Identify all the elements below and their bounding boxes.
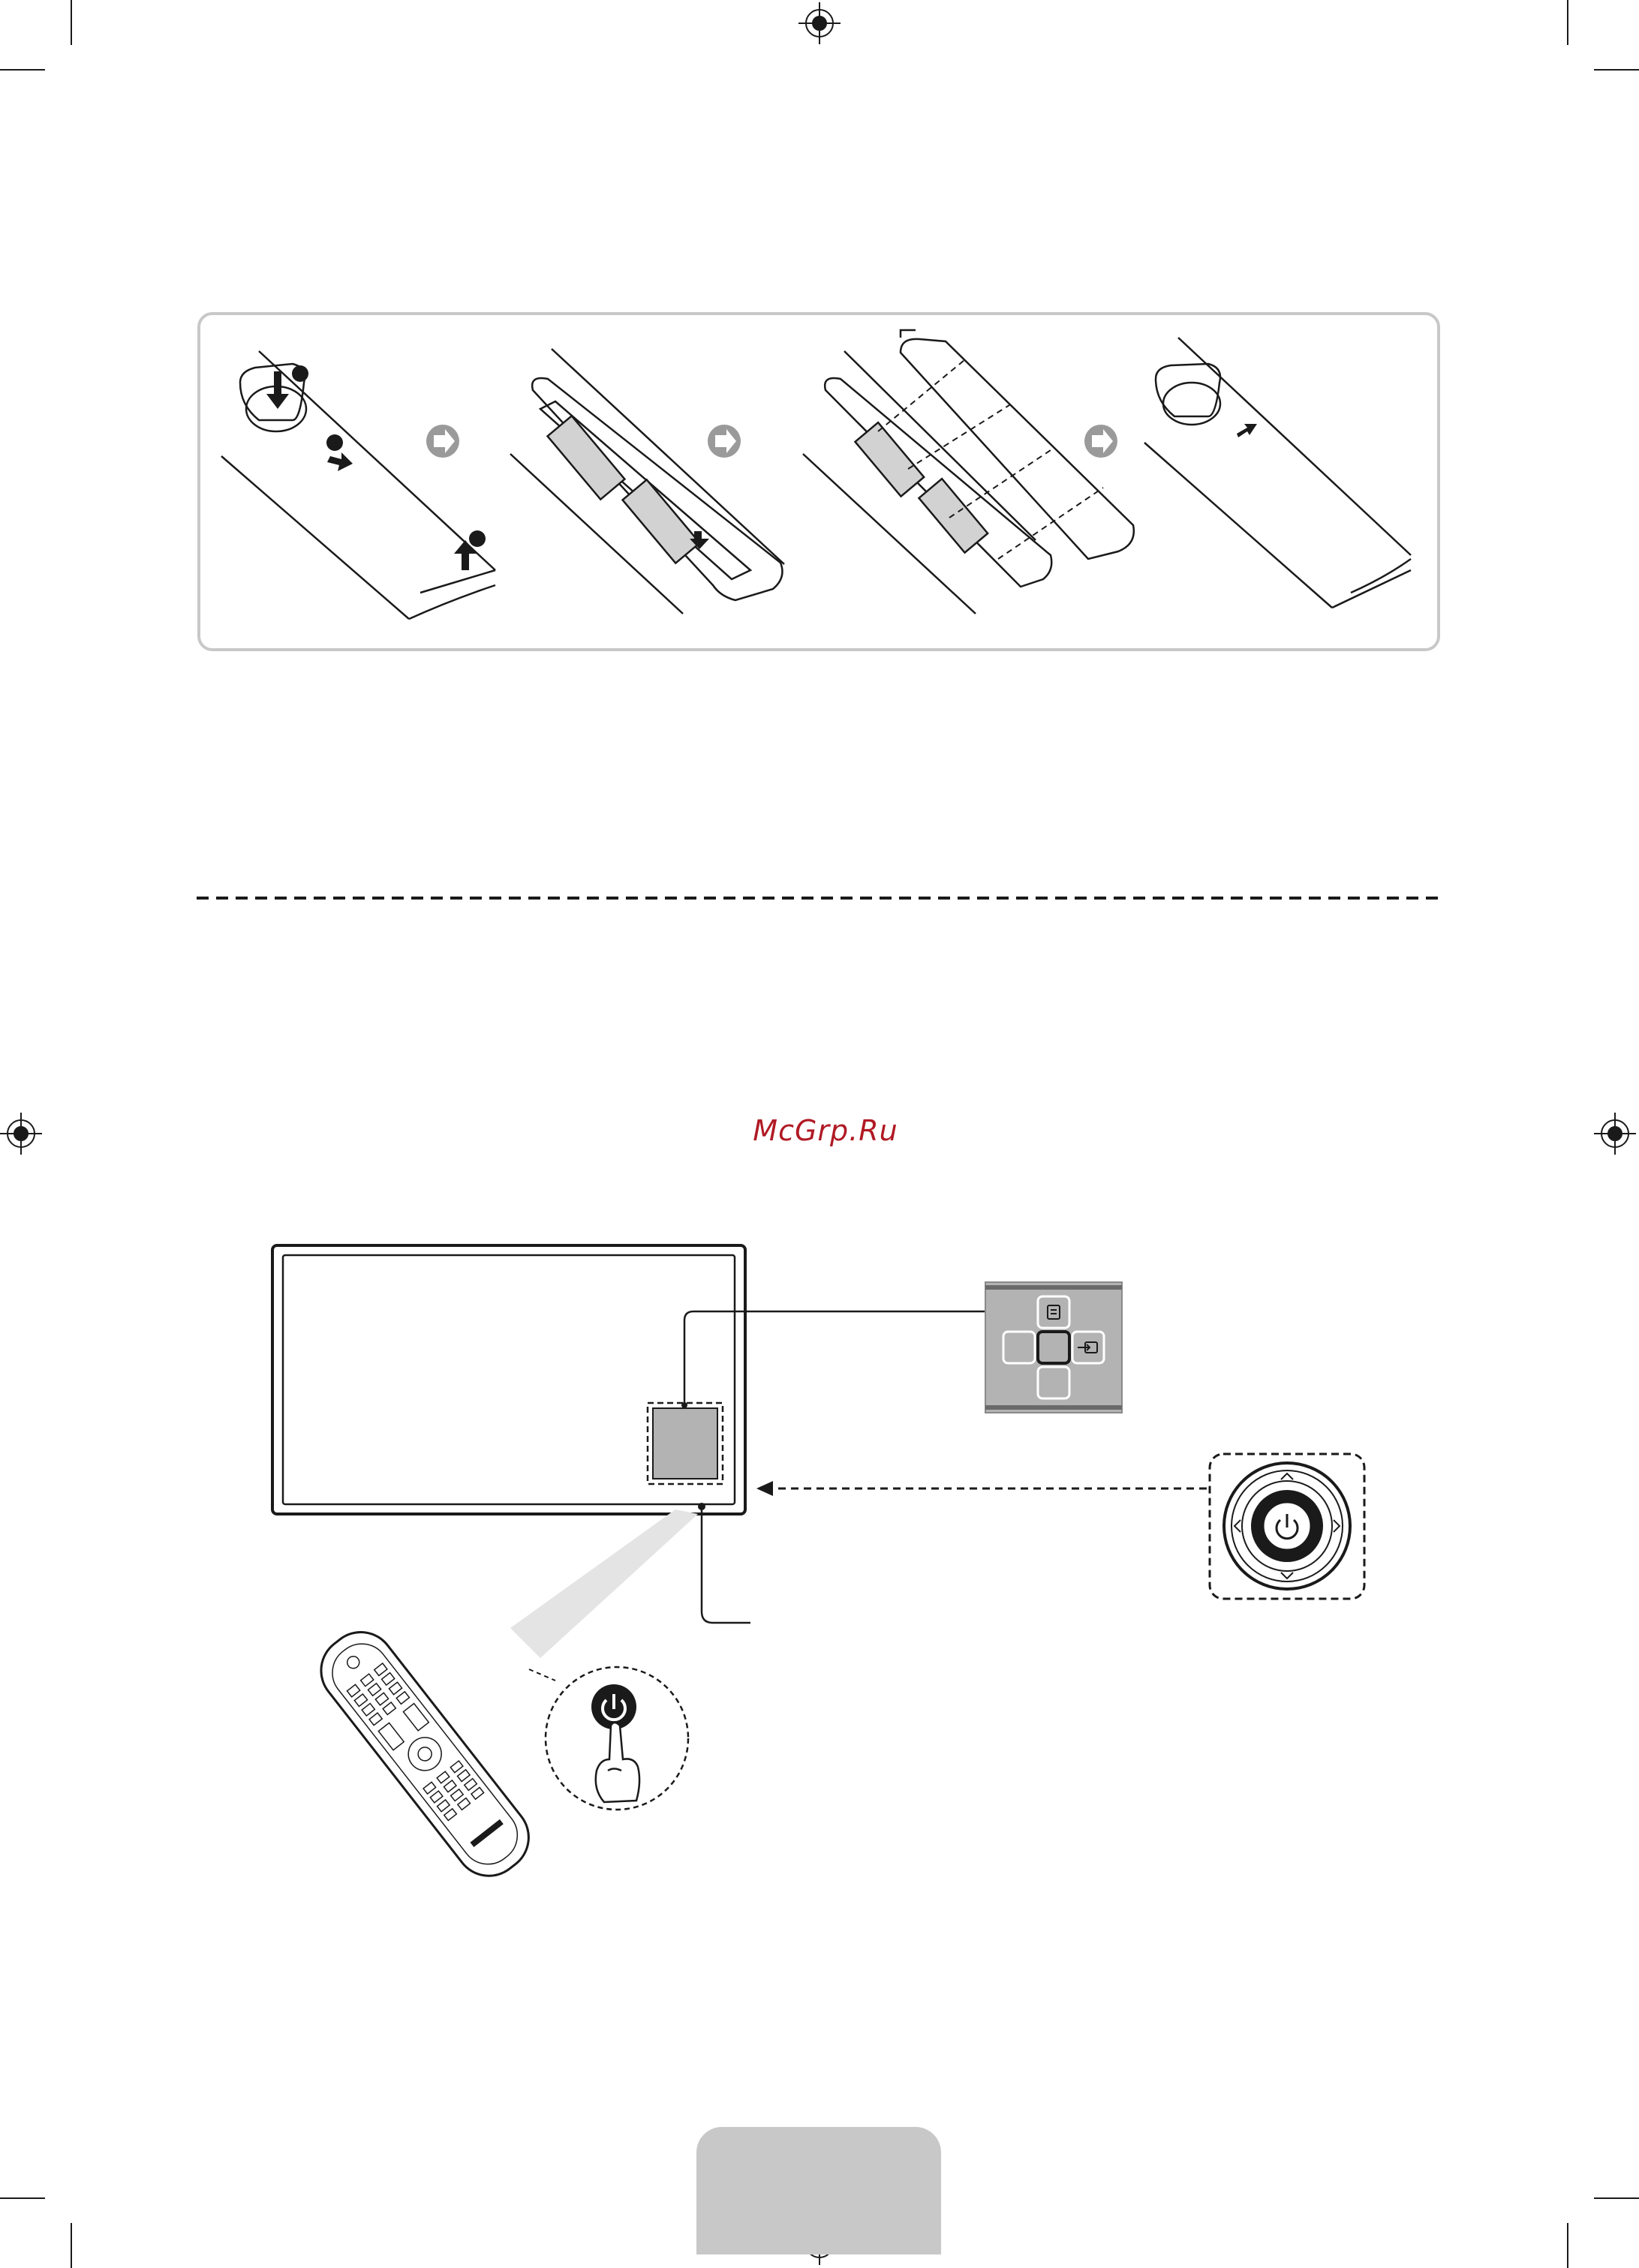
control-panel — [985, 1282, 1122, 1413]
watermark-text: McGrp.Ru — [753, 1114, 898, 1147]
ir-beam — [510, 1509, 698, 1658]
remote-control — [308, 1618, 543, 1889]
power-dial — [1224, 1463, 1350, 1589]
page-number-tab — [696, 2127, 941, 2254]
control-area — [653, 1408, 717, 1479]
